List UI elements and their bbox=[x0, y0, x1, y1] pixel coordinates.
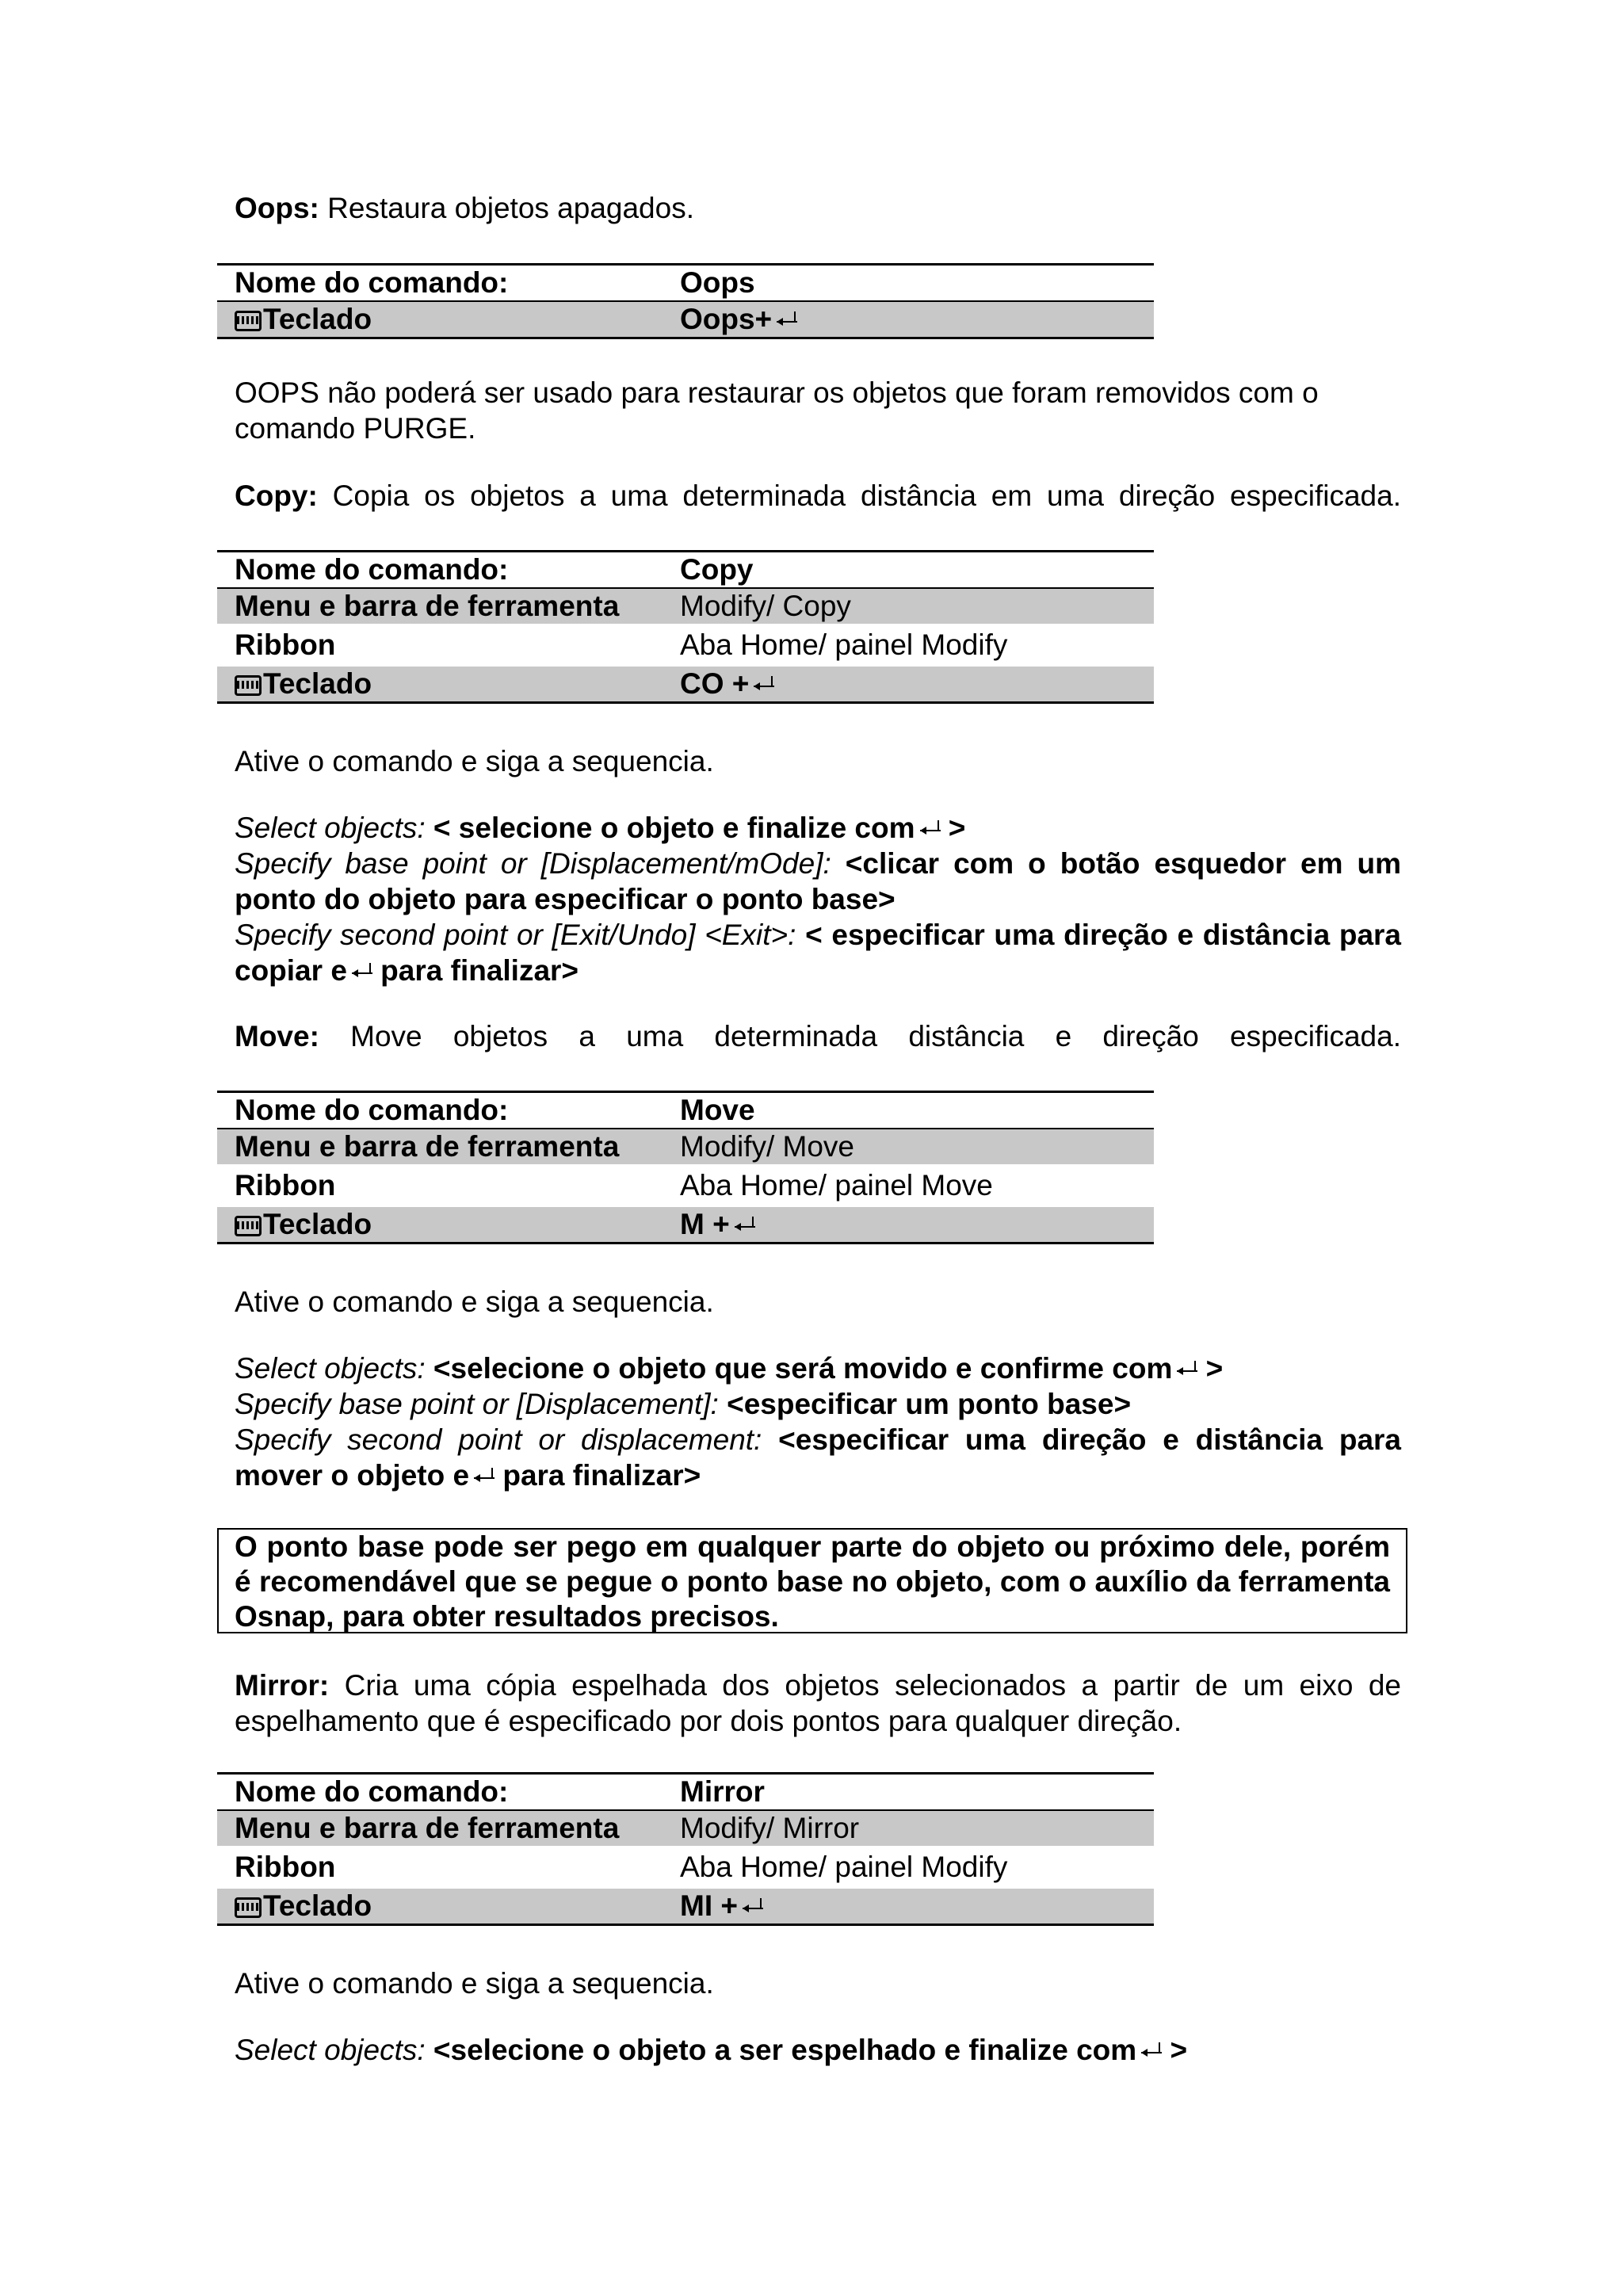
osnap-note-box bbox=[217, 1528, 1407, 1633]
oops-keyboard-label: Teclado bbox=[263, 303, 372, 335]
move-menu-label: Menu e barra de ferramenta bbox=[235, 1130, 620, 1163]
move-step-3-text: <especificar uma direção e distância para mover o objeto e bbox=[235, 1423, 1402, 1492]
copy-step-2-prompt: Specify base point or [Displacement/mOde]: bbox=[235, 847, 846, 880]
mirror-title: Mirror: bbox=[235, 1669, 330, 1702]
move-keyboard-label: Teclado bbox=[263, 1208, 372, 1240]
move-step-2 bbox=[235, 1386, 1401, 1422]
move-step-3-prompt: Specify second point or displacement: bbox=[235, 1423, 779, 1456]
mirror-ribbon-label: Ribbon bbox=[235, 1851, 336, 1883]
copy-steps bbox=[235, 810, 1401, 988]
copy-step-3-text: < especificar uma direção e distância para copiar e bbox=[235, 919, 1401, 987]
osnap-note-text: O ponto base pode ser pego em qualquer parte do objeto ou próximo dele, porém é recomendável que se pegue o ponto base no objeto, com o auxílio da ferramenta Osnap, para obter resultados precisos. bbox=[235, 1530, 1390, 1633]
move-menu-value: Modify/ Move bbox=[680, 1130, 855, 1163]
mirror-step-1-end: > bbox=[1162, 2034, 1188, 2066]
mirror-keyboard-label: Teclado bbox=[263, 1889, 372, 1922]
move-table-header-label: Nome do comando: bbox=[235, 1094, 509, 1126]
mirror-step-1-text: <selecione o objeto a ser espelhado e finalize com bbox=[433, 2034, 1137, 2066]
mirror-intro: Ative o comando e siga a sequencia. bbox=[235, 1967, 714, 2000]
move-keyboard-value: M + bbox=[680, 1208, 730, 1240]
mirror-step-1 bbox=[235, 2032, 1401, 2068]
mirror-table-header-value: Mirror bbox=[680, 1775, 765, 1808]
move-step-1-text: <selecione o objeto que será movido e confirme com bbox=[433, 1352, 1173, 1385]
enter-key-icon bbox=[777, 311, 797, 327]
copy-table-header-label: Nome do comando: bbox=[235, 553, 509, 586]
copy-intro: Ative o comando e siga a sequencia. bbox=[235, 745, 714, 777]
copy-command-table bbox=[217, 550, 1154, 704]
mirror-desc: Cria uma cópia espelhada dos objetos selecionados a partir de um eixo de espelhamento que é especificado por dois pontos para qualquer direção. bbox=[235, 1669, 1401, 1737]
mirror-steps bbox=[235, 2032, 1401, 2068]
keyboard-icon bbox=[235, 311, 262, 331]
copy-step-3-end: para finalizar> bbox=[372, 954, 579, 987]
copy-step-2 bbox=[235, 846, 1401, 917]
mirror-step-1-prompt: Select objects: bbox=[235, 2034, 433, 2066]
move-step-3-end: para finalizar> bbox=[495, 1459, 701, 1492]
move-table-header-value: Move bbox=[680, 1094, 755, 1126]
move-title: Move: bbox=[235, 1020, 319, 1052]
move-step-3 bbox=[235, 1422, 1401, 1493]
mirror-table-header-label: Nome do comando: bbox=[235, 1775, 509, 1808]
enter-key-icon bbox=[920, 820, 941, 836]
oops-title: Oops: bbox=[235, 192, 319, 224]
move-step-1-prompt: Select objects: bbox=[235, 1352, 433, 1385]
copy-heading bbox=[235, 478, 1401, 514]
move-steps bbox=[235, 1350, 1401, 1493]
copy-step-2-text: <clicar com o botão esquedor em um ponto do objeto para especificar o ponto base> bbox=[235, 847, 1402, 915]
copy-keyboard-label: Teclado bbox=[263, 667, 372, 700]
oops-keyboard-value: Oops+ bbox=[680, 303, 773, 335]
move-ribbon-value: Aba Home/ painel Move bbox=[680, 1169, 993, 1201]
oops-command-table bbox=[217, 263, 1154, 339]
move-intro: Ative o comando e siga a sequencia. bbox=[235, 1286, 714, 1318]
mirror-heading bbox=[235, 1668, 1401, 1739]
mirror-ribbon-value: Aba Home/ painel Modify bbox=[680, 1851, 1008, 1883]
keyboard-icon bbox=[235, 675, 262, 696]
enter-key-icon bbox=[474, 1468, 495, 1484]
mirror-command-table bbox=[217, 1772, 1154, 1926]
copy-step-3-prompt: Specify second point or [Exit/Undo] <Exit>: bbox=[235, 919, 806, 951]
oops-heading bbox=[235, 190, 1401, 226]
oops-note-line1: OOPS não poderá ser usado para restaurar os objetos que foram removidos com o bbox=[235, 376, 1319, 409]
move-step-2-prompt: Specify base point or [Displacement]: bbox=[235, 1388, 727, 1420]
enter-key-icon bbox=[754, 676, 774, 692]
mirror-menu-value: Modify/ Mirror bbox=[680, 1812, 860, 1844]
enter-key-icon bbox=[735, 1217, 755, 1232]
copy-step-1-end: > bbox=[940, 812, 966, 844]
move-heading bbox=[235, 1018, 1401, 1054]
enter-key-icon bbox=[1141, 2042, 1162, 2058]
keyboard-icon bbox=[235, 1897, 262, 1918]
move-step-1 bbox=[235, 1350, 1401, 1386]
move-step-2-text: <especificar um ponto base> bbox=[727, 1388, 1132, 1420]
copy-step-3 bbox=[235, 917, 1401, 988]
copy-step-1 bbox=[235, 810, 1401, 846]
move-command-table bbox=[217, 1091, 1154, 1244]
enter-key-icon bbox=[1177, 1361, 1197, 1377]
mirror-keyboard-value: MI + bbox=[680, 1889, 738, 1922]
move-desc: Move objetos a uma determinada distância e direção especificada. bbox=[319, 1020, 1401, 1052]
enter-key-icon bbox=[352, 963, 372, 979]
oops-desc: Restaura objetos apagados. bbox=[319, 192, 694, 224]
copy-table-header-value: Copy bbox=[680, 553, 754, 586]
oops-note bbox=[235, 375, 1401, 446]
move-step-1-end: > bbox=[1197, 1352, 1224, 1385]
copy-menu-value: Modify/ Copy bbox=[680, 590, 851, 622]
oops-note-line2: comando PURGE. bbox=[235, 412, 476, 445]
copy-ribbon-label: Ribbon bbox=[235, 628, 336, 661]
oops-table-header-value: Oops bbox=[680, 266, 755, 299]
copy-keyboard-value: CO + bbox=[680, 667, 750, 700]
enter-key-icon bbox=[743, 1898, 763, 1914]
mirror-menu-label: Menu e barra de ferramenta bbox=[235, 1812, 620, 1844]
move-ribbon-label: Ribbon bbox=[235, 1169, 336, 1201]
oops-table-header-label: Nome do comando: bbox=[235, 266, 509, 299]
copy-ribbon-value: Aba Home/ painel Modify bbox=[680, 628, 1008, 661]
keyboard-icon bbox=[235, 1216, 262, 1236]
copy-desc: Copia os objetos a uma determinada distância em uma direção especificada. bbox=[317, 479, 1401, 512]
copy-step-1-text: < selecione o objeto e finalize com bbox=[433, 812, 915, 844]
copy-menu-label: Menu e barra de ferramenta bbox=[235, 590, 620, 622]
copy-title: Copy: bbox=[235, 479, 318, 512]
copy-step-1-prompt: Select objects: bbox=[235, 812, 433, 844]
